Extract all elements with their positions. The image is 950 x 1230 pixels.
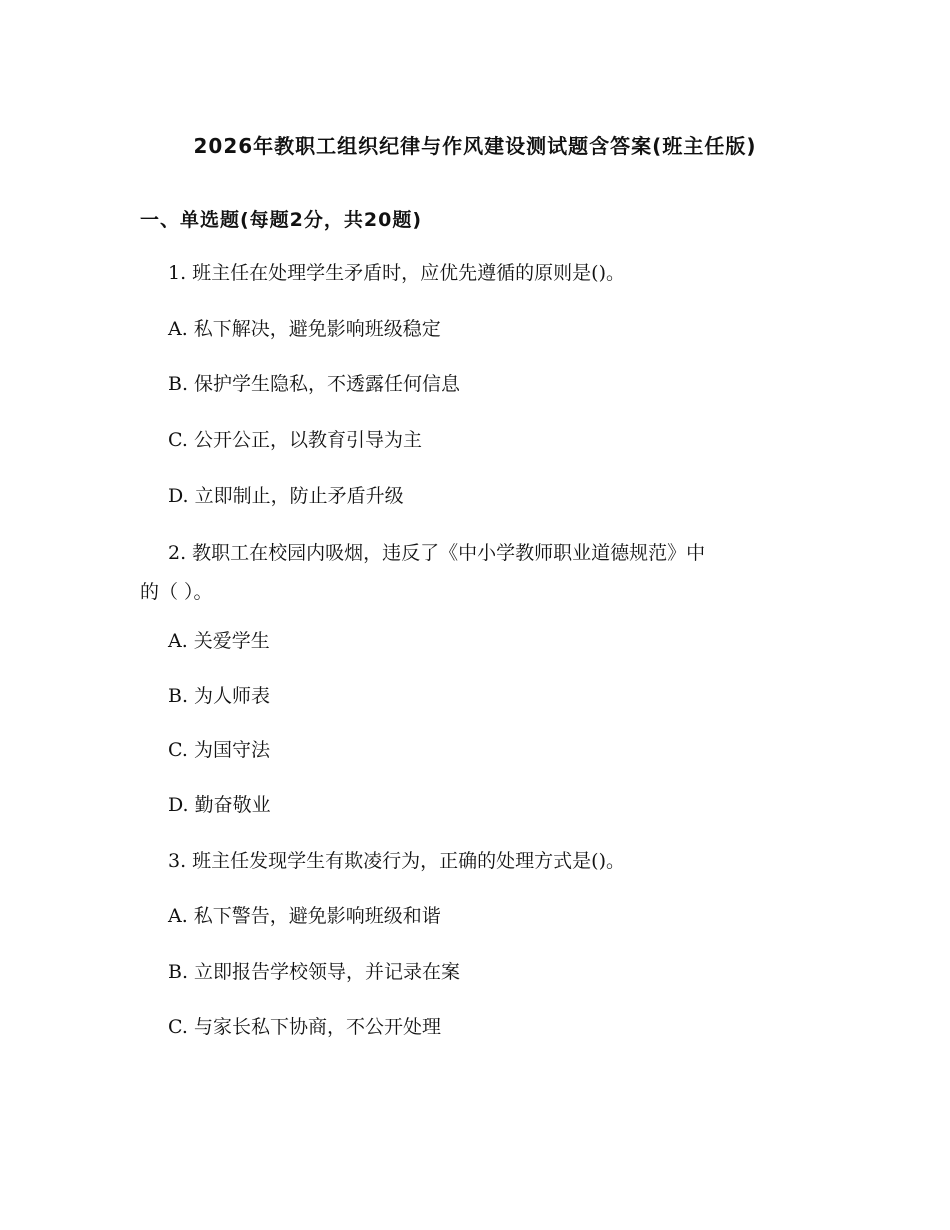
- question-1-option-c: C. 公开公正，以教育引导为主: [168, 429, 422, 451]
- question-1-option-a: A. 私下解决，避免影响班级稳定: [168, 318, 441, 340]
- question-1-option-b: B. 保护学生隐私，不透露任何信息: [168, 373, 461, 395]
- question-3-stem: 3. 班主任发现学生有欺凌行为，正确的处理方式是()。: [168, 850, 625, 872]
- document-title: 2026年教职工组织纪律与作风建设测试题含答案(班主任版): [193, 134, 757, 158]
- question-2-option-b: B. 为人师表: [168, 685, 271, 707]
- question-2-stem-line-1: 2. 教职工在校园内吸烟，违反了《中小学教师职业道德规范》中: [168, 542, 706, 564]
- section-heading: 一、单选题(每题2分，共20题): [140, 209, 423, 231]
- question-1-stem: 1. 班主任在处理学生矛盾时，应优先遵循的原则是()。: [168, 262, 625, 284]
- question-1-option-d: D. 立即制止，防止矛盾升级: [168, 485, 404, 507]
- question-3-option-a: A. 私下警告，避免影响班级和谐: [168, 905, 441, 927]
- question-2-option-c: C. 为国守法: [168, 739, 270, 761]
- question-2-stem-line-2: 的（ ）。: [140, 581, 213, 603]
- question-2-option-d: D. 勤奋敬业: [168, 794, 271, 816]
- question-3-option-c: C. 与家长私下协商，不公开处理: [168, 1016, 441, 1038]
- question-2-option-a: A. 关爱学生: [168, 630, 270, 652]
- question-3-option-b: B. 立即报告学校领导，并记录在案: [168, 961, 461, 983]
